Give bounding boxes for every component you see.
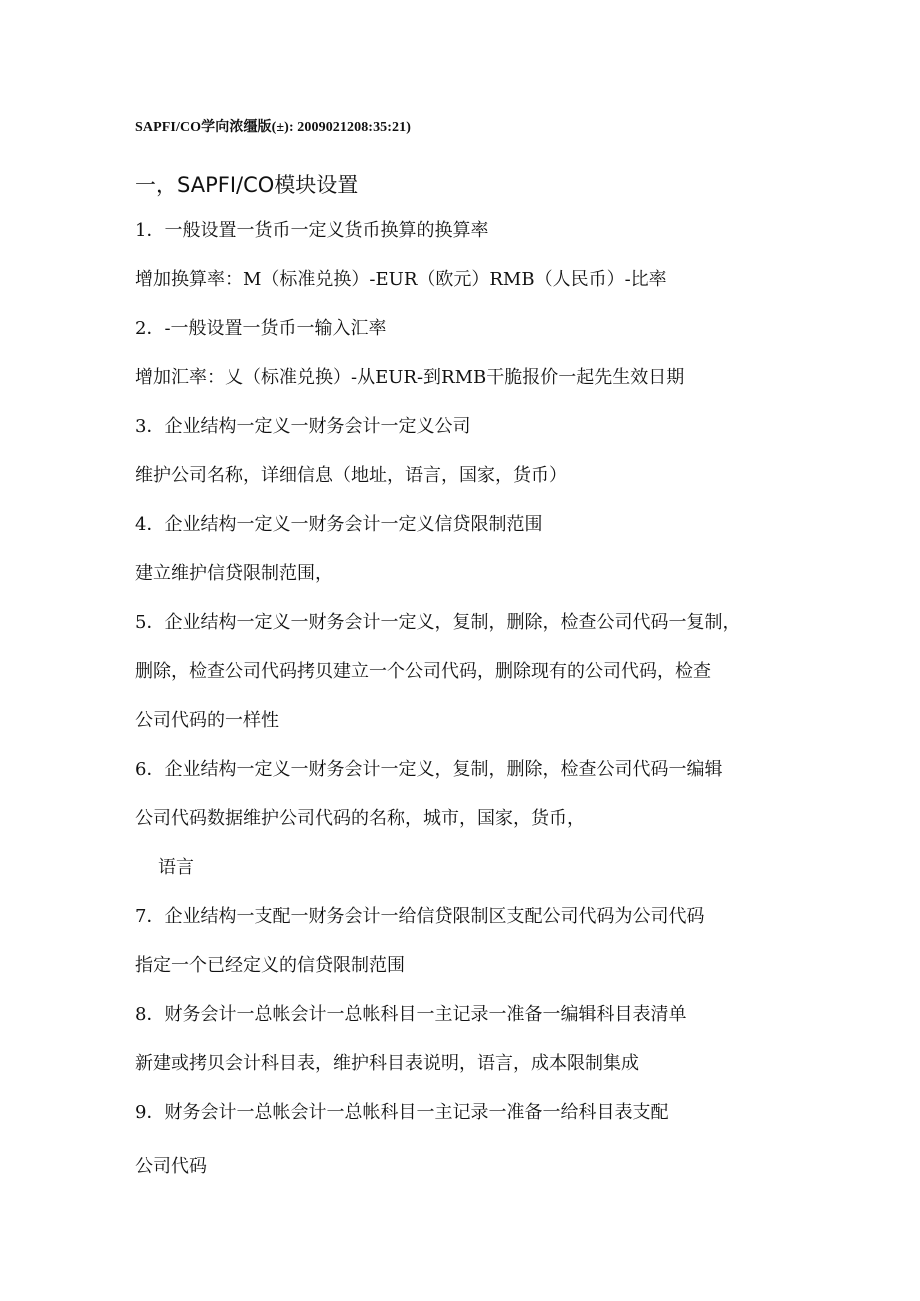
document-subtitle: SAPFI/CO学向浓缰版(±): 2009021208:35:21) <box>135 120 411 135</box>
step-3-path: 3．企业结构一定义一财务会计一定义公司 <box>135 416 471 437</box>
step-9-description: 公司代码 <box>135 1156 207 1177</box>
section-heading: 一，SAPFI/CO模块设置 <box>135 173 359 197</box>
step-6-path: 6．企业结构一定义一财务会计一定义，复制，删除，检查公司代码一编辑 <box>135 759 723 780</box>
step-5-description-cont: 公司代码的一样性 <box>135 710 279 731</box>
step-9-path: 9．财务会计一总帐会计一总帐科目一主记录一准备一给科目表支配 <box>135 1102 669 1123</box>
step-5-description: 删除，检查公司代码拷贝建立一个公司代码，删除现有的公司代码，检查 <box>135 661 711 682</box>
step-4-description: 建立维护信贷限制范围， <box>135 563 333 584</box>
step-8-description: 新建或拷贝会计科目表，维护科目表说明，语言，成本限制集成 <box>135 1053 639 1074</box>
step-4-path: 4．企业结构一定义一财务会计一定义信贷限制范围 <box>135 514 543 535</box>
step-6-description: 公司代码数据维护公司代码的名称，城市，国家，货币， <box>135 808 585 829</box>
step-1-path: 1．一般设置一货币一定义货币换算的换算率 <box>135 220 489 241</box>
step-3-description: 维护公司名称，详细信息（地址，语言，国家，货币） <box>135 465 567 486</box>
step-6-description-cont: 语言 <box>158 857 194 878</box>
step-2-path: 2．-一般设置一货币一输入汇率 <box>135 318 387 339</box>
step-8-path: 8．财务会计一总帐会计一总帐科目一主记录一准备一编辑科目表清单 <box>135 1004 687 1025</box>
step-7-path: 7．企业结构一支配一财务会计一给信贷限制区支配公司代码为公司代码 <box>135 906 705 927</box>
step-2-description: 增加汇率：乂（标准兑换）-从EUR-到RMB干脆报价一起先生效日期 <box>135 367 685 388</box>
step-1-description: 增加换算率：M（标准兑换）-EUR（欧元）RMB（人民币）-比率 <box>135 269 667 290</box>
step-7-description: 指定一个已经定义的信贷限制范围 <box>135 955 405 976</box>
step-5-path: 5．企业结构一定义一财务会计一定义，复制，删除，检查公司代码一复制， <box>135 612 741 633</box>
